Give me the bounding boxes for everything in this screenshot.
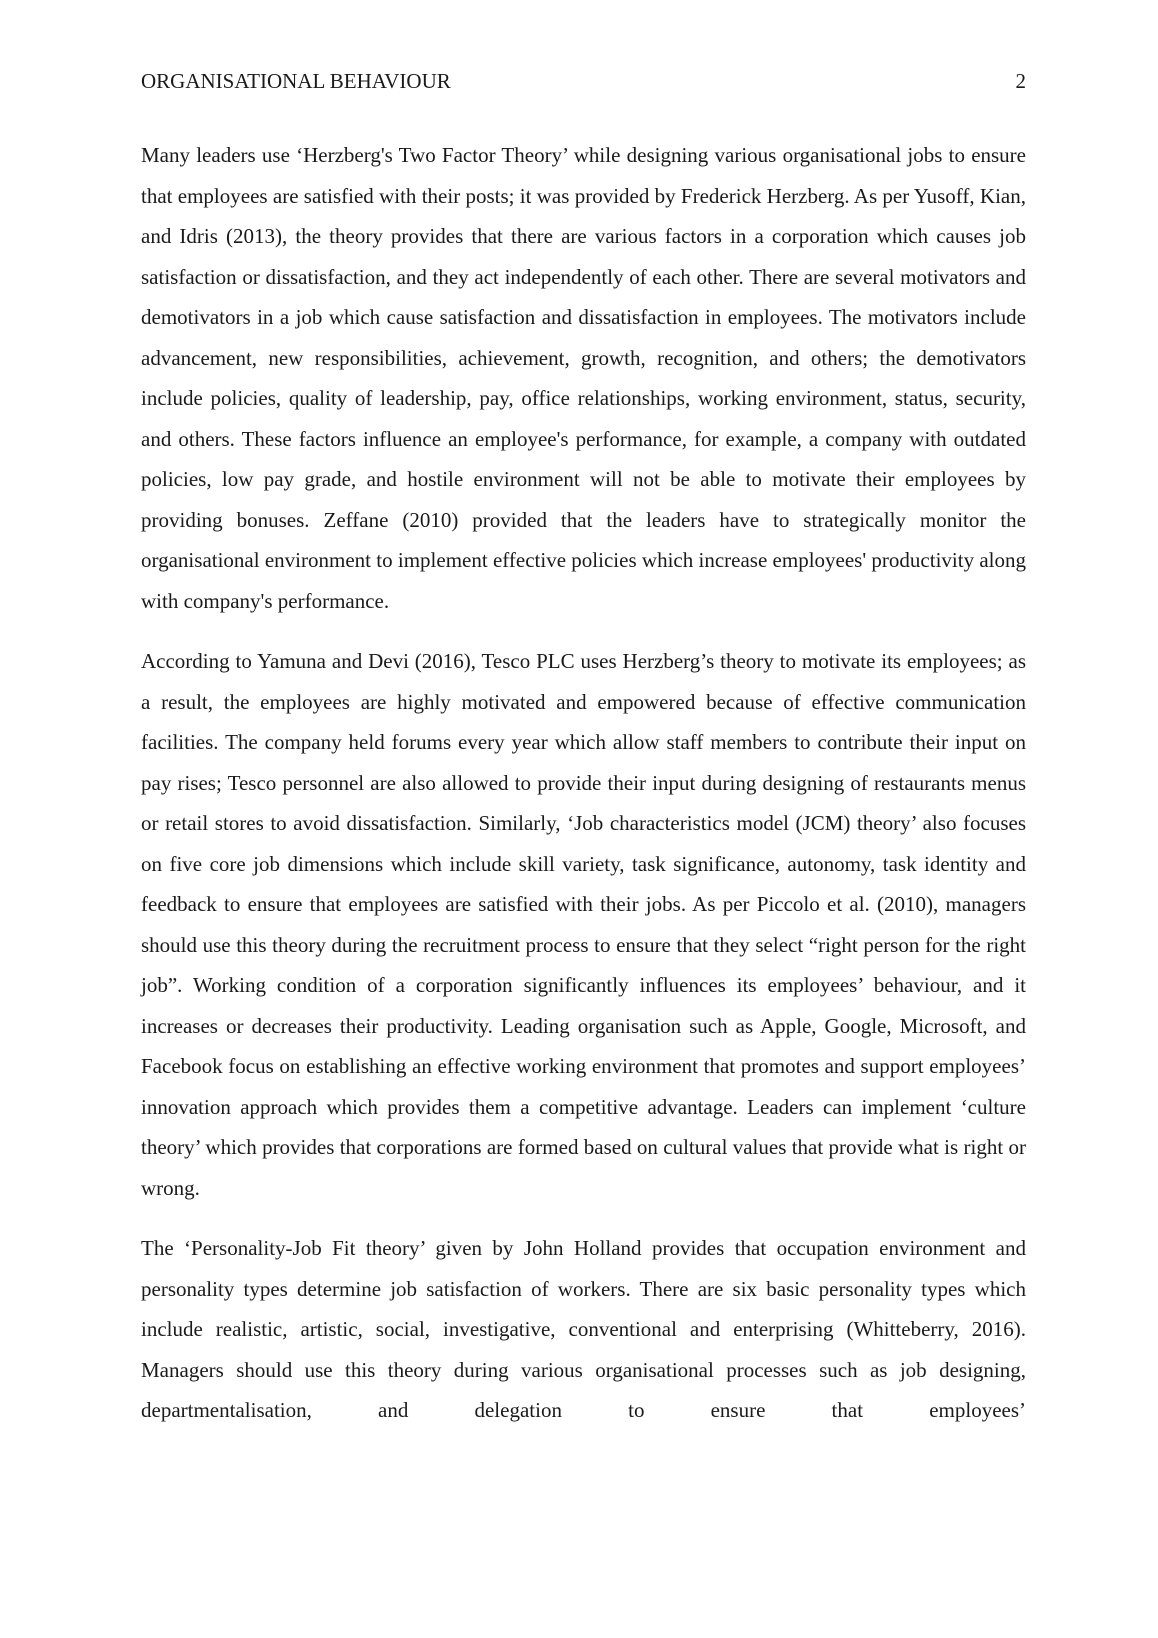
page-number: 2: [1015, 69, 1026, 93]
paragraph-herzberg: Many leaders use ‘Herzberg's Two Factor Theory’ while designing various organisational jobs to ensure that employees are satisfied with their posts; it was provided by Frederick Herzberg. As per Yusoff, Kian, and Idris (2013), the theory provides that there are various factors in a corporation which causes job satisfaction or dissatisfaction, and they act independently of each other. There are several motivators and demotivators in a job which cause satisfaction and dissatisfaction in employees. The motivators include advancement, new responsibilities, achievement, growth, recognition, and others; the demotivators include policies, quality of leadership, pay, office relationships, working environment, status, security, and others. These factors influence an employee's performance, for example, a company with outdated policies, low pay grade, and hostile environment will not be able to motivate their employees by providing bonuses. Zeffane (2010) provided that the leaders have to strategically monitor the organisational environment to implement effective policies which increase employees' productivity along with company's performance.: [141, 143, 1026, 613]
paragraph-personality-job-fit: The ‘Personality-Job Fit theory’ given by John Holland provides that occupation environment and personality types determine job satisfaction of workers. There are six basic personality types which include realistic, artistic, social, investigative, conventional and enterprising (Whitteberry, 2016). Managers should use this theory during various organisational processes such as job designing, departmentalisation, and delegation to ensure that employees’: [141, 1236, 1026, 1422]
paragraph-tesco: According to Yamuna and Devi (2016), Tesco PLC uses Herzberg’s theory to motivate its employees; as a result, the employees are highly motivated and empowered because of effective communication facilities. The company held forums every year which allow staff members to contribute their input on pay rises; Tesco personnel are also allowed to provide their input during designing of restaurants menus or retail stores to avoid dissatisfaction. Similarly, ‘Job characteristics model (JCM) theory’ also focuses on five core job dimensions which include skill variety, task significance, autonomy, task identity and feedback to ensure that employees are satisfied with their jobs. As per Piccolo et al. (2010), managers should use this theory during the recruitment process to ensure that they select “right person for the right job”. Working condition of a corporation significantly influences its employees’ behaviour, and it increases or decreases their productivity. Leading organisation such as Apple, Google, Microsoft, and Facebook focus on establishing an effective working environment that promotes and support employees’ innovation approach which provides them a competitive advantage. Leaders can implement ‘culture theory’ which provides that corporations are formed based on cultural values that provide what is right or wrong.: [141, 649, 1026, 1200]
running-head: ORGANISATIONAL BEHAVIOUR: [141, 69, 451, 93]
body-text: [141, 135, 1026, 1451]
page-header: [141, 66, 1026, 96]
